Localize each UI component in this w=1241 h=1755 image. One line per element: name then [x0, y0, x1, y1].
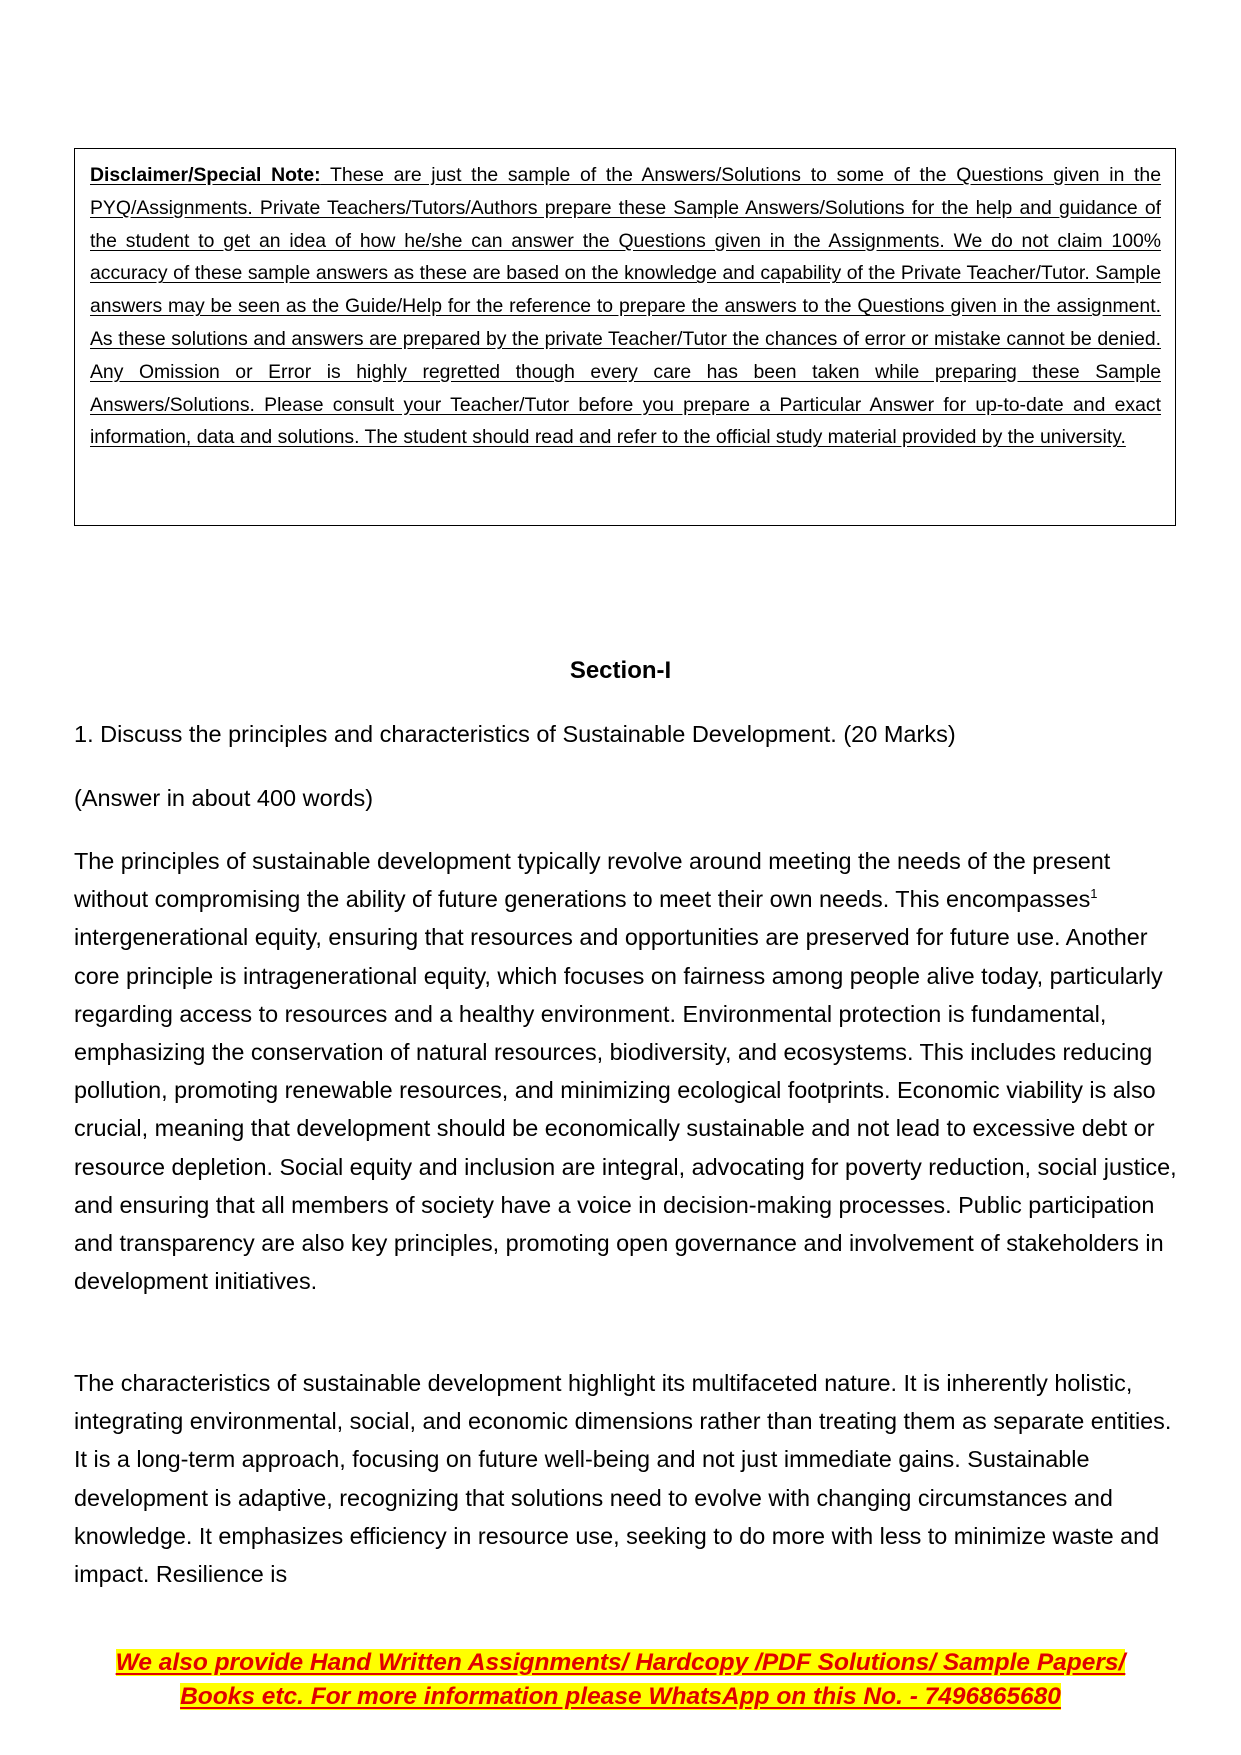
promo-line-1: We also provide Hand Written Assignments/ Hardcopy /PDF Solutions/ Sample Papers/: [115, 1649, 1126, 1676]
word-limit-note: (Answer in about 400 words): [74, 785, 374, 811]
footnote-marker[interactable]: 1: [1090, 886, 1098, 902]
promo-line-2: Books etc. For more information please WhatsApp on this No. - 7496865680: [180, 1683, 1061, 1710]
question-text: 1. Discuss the principles and characteristics of Sustainable Development. (20 Marks): [74, 721, 956, 747]
answer-paragraph-1: [74, 842, 1184, 1300]
answer-paragraph-1-start: The principles of sustainable development typically revolve around meeting the needs of the present without compromising the ability of future generations to meet their own needs. This encompasses: [74, 848, 1111, 913]
promo-footer: [0, 1646, 1241, 1714]
answer-paragraph-1-end: intergenerational equity, ensuring that resources and opportunities are preserved for future use. Another core principle is intragenerational equity, which focuses on fairness among people alive today, particularly regarding access to resources and a healthy environment. Environmental protection is fundamental, emphasizing the conservation of natural resources, biodiversity, and ecosystems. This includes reducing pollution, promoting renewable resources, and minimizing ecological footprints. Economic viability is also crucial, meaning that development should be economically sustainable and not lead to excessive debt or resource depletion. Social equity and inclusion are integral, advocating for poverty reduction, social justice, and ensuring that all members of society have a voice in decision-making processes. Public participation and transparency are also key principles, promoting open governance and involvement of stakeholders in development initiatives.: [74, 924, 1177, 1295]
disclaimer-lead: Disclaimer/Special Note:: [90, 164, 321, 186]
disclaimer-text: These are just the sample of the Answers/Solutions to some of the Questions given in the PYQ/Assignments. Private Teachers/Tutors/Authors prepare these Sample Answers/Solutions for the help and guidance of the student to get an idea of how he/she can answer the Questions given in the Assignments. We do not claim 100% accuracy of these sample answers as these are based on the knowledge and capability of the Private Teacher/Tutor. Sample answers may be seen as the Guide/Help for the reference to prepare the answers to the Questions given in the assignment. As these solutions and answers are prepared by the private Teacher/Tutor the chances of error or mistake cannot be denied. Any Omission or Error is highly regretted though every care has been taken while preparing these Sample Answers/Solutions. Please consult your Teacher/Tutor before you prepare a Particular Answer for up-to-date and exact information, data and solutions. The student should read and refer to the official study material provided by the university.: [90, 164, 1162, 449]
disclaimer-box: [74, 148, 1176, 526]
answer-paragraph-2: The characteristics of sustainable development highlight its multifaceted nature. It is inherently holistic, integrating environmental, social, and economic dimensions rather than treating them as separate entities. It is a long-term approach, focusing on future well-being and not just immediate gains. Sustainable development is adaptive, recognizing that solutions need to evolve with changing circumstances and knowledge. It emphasizes efficiency in resource use, seeking to do more with less to minimize waste and impact. Resilience is: [74, 1370, 1172, 1588]
section-title: Section-I: [569, 657, 672, 684]
